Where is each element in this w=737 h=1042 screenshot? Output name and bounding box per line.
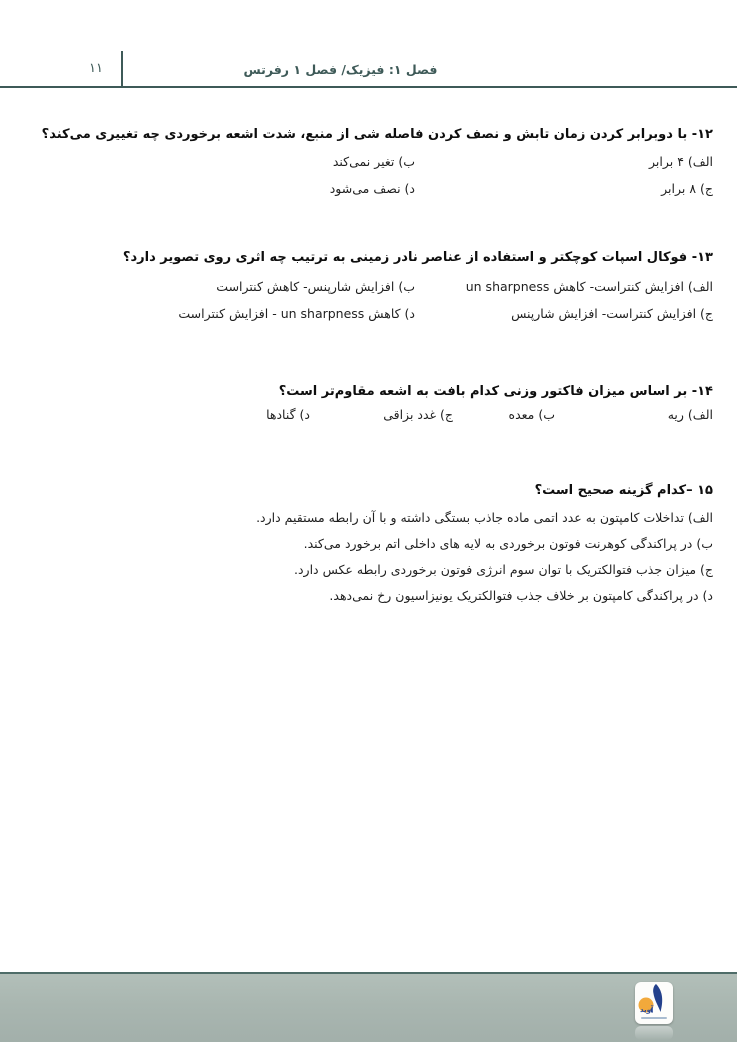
question-13-option-a: الف) افزایش کنتراست- کاهش un sharpness [465,279,713,294]
logo-reflection [635,1026,673,1040]
question-12-title: ۱۲- با دوبرابر کردن زمان تابش و نصف کردن فاصله شی از منبع، شدت اشعه برخوردی چه تغییری می‌کند؟ [41,127,713,142]
question-12-option-a: الف) ۴ برابر [649,154,713,169]
logo-wordmark: آوید [640,1006,654,1014]
page-number: ۱۱ [89,61,103,76]
question-13-option-b: ب) افزایش شارپنس- کاهش کنتراست [216,279,415,294]
question-12-option-b: ب) تغیر نمی‌کند [332,154,415,169]
question-13-title: ۱۳- فوکال اسپات کوچکتر و استفاده از عناصر نادر زمینی به ترتیب چه اثری روی تصویر دارد؟ [122,250,713,265]
question-15-option-d: د) در پراکندگی کامپتون بر خلاف جذب فتوالکتریک یونیزاسیون رخ نمی‌دهد. [329,588,713,603]
question-14-option-b: ب) معده [508,407,555,422]
question-13-option-d: د) کاهش un sharpness - افزایش کنتراست [178,306,415,321]
question-13-option-c: ج) افزایش کنتراست- افزایش شارپنس [511,306,713,321]
footer-band [0,972,737,1042]
question-14-title: ۱۴- بر اساس میزان فاکتور وزنی کدام بافت به اشعه مقاوم‌تر است؟ [278,384,713,399]
question-15-option-b: ب) در پراکندگی کوهرنت فوتون برخوردی به لایه های داخلی اتم برخورد می‌کند. [303,536,713,551]
question-15-option-c: ج) میزان جذب فتوالکتریک با توان سوم انرژی فوتون برخوردی رابطه عکس دارد. [294,562,713,577]
question-12-option-c: ج) ۸ برابر [661,181,713,196]
question-14-option-d: د) گنادها [266,407,310,422]
question-15-option-a: الف) تداخلات کامپتون به عدد اتمی ماده جاذب بستگی داشته و با آن رابطه مستقیم دارد. [256,510,713,525]
question-15-title: ۱۵ –کدام گزینه صحیح است؟ [534,483,713,498]
header-rule [0,86,737,88]
question-12-option-d: د) نصف می‌شود [329,181,415,196]
question-14-option-c: ج) غدد بزاقی [383,407,453,422]
logo-tagline-line [641,1017,667,1019]
question-14-option-a: الف) ریه [667,407,713,422]
page-header-title: فصل ۱: فیزیک/ فصل ۱ رفرتس [243,62,438,77]
publisher-logo [635,982,673,1024]
